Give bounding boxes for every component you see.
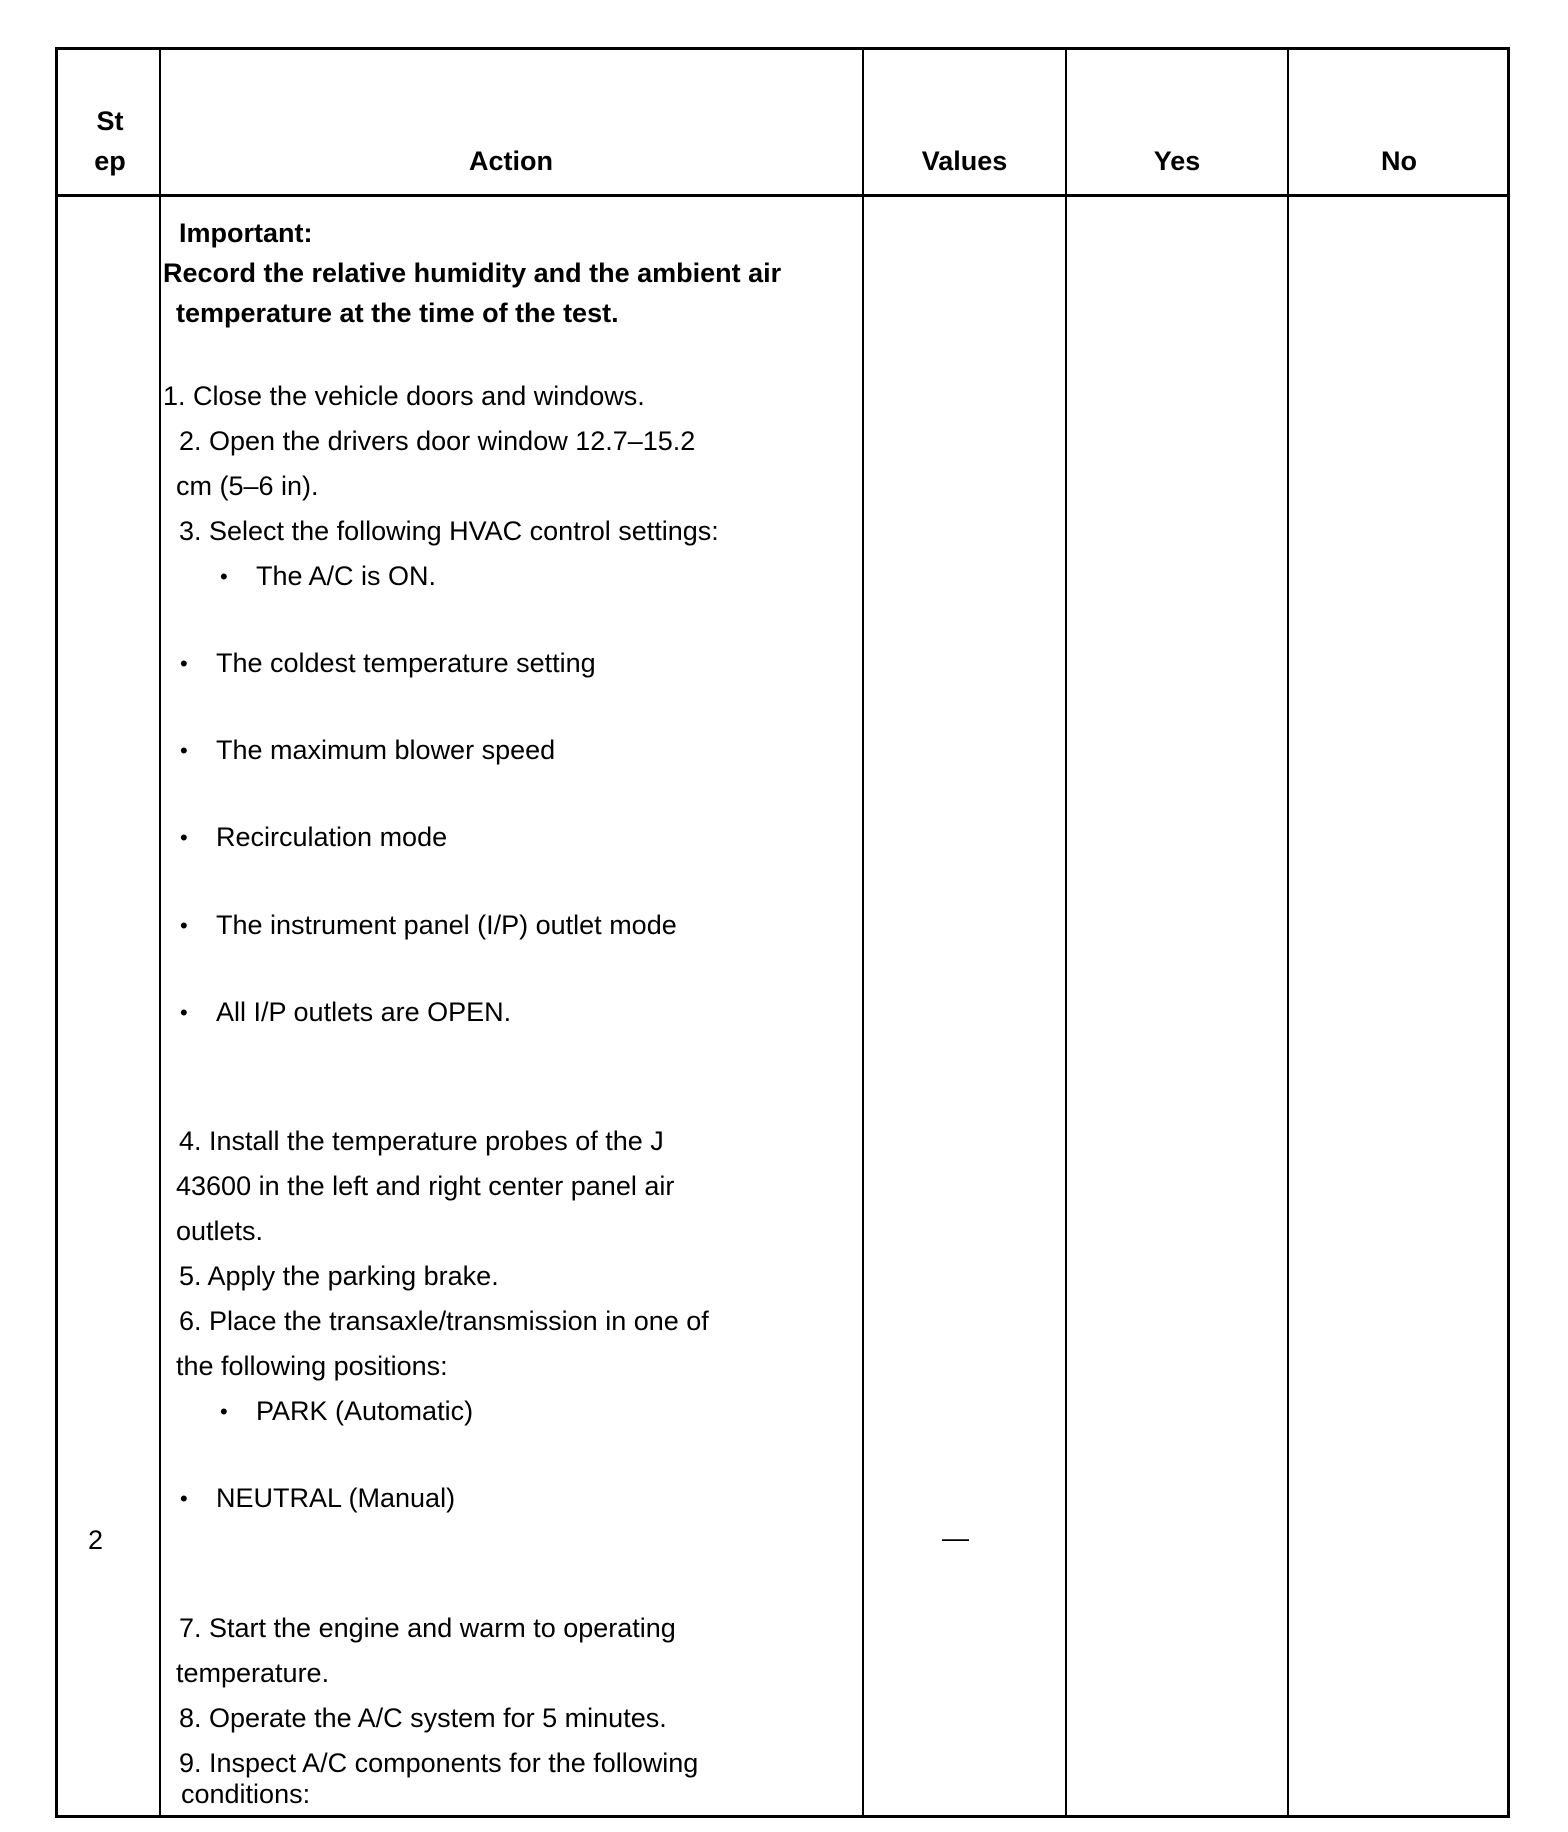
header-divider <box>55 194 1510 197</box>
step-1: 1. Close the vehicle doors and windows. <box>163 381 645 411</box>
setting-coldest-temp: The coldest temperature setting <box>216 648 596 678</box>
column-divider <box>1287 47 1289 1818</box>
header-step-line2: ep <box>94 146 126 176</box>
setting-ip-outlets-open: All I/P outlets are OPEN. <box>216 997 512 1027</box>
step-6-line2: the following positions: <box>176 1351 448 1381</box>
step-8: 8. Operate the A/C system for 5 minutes. <box>179 1703 667 1733</box>
step-5: 5. Apply the parking brake. <box>179 1261 499 1291</box>
step-7-line1: 7. Start the engine and warm to operating <box>179 1613 676 1643</box>
bullet-icon: • <box>180 825 188 850</box>
step-6-line1: 6. Place the transaxle/transmission in one of <box>179 1306 709 1336</box>
important-label: Important: <box>179 218 313 248</box>
bullet-icon: • <box>180 913 188 938</box>
bullet-icon: • <box>180 738 188 763</box>
setting-ip-outlet-mode: The instrument panel (I/P) outlet mode <box>216 910 677 940</box>
header-action: Action <box>469 146 553 176</box>
setting-max-blower: The maximum blower speed <box>216 735 556 765</box>
bullet-icon: • <box>220 1399 228 1424</box>
bullet-icon: • <box>180 1000 188 1025</box>
step-7-line2: temperature. <box>176 1658 330 1688</box>
step-number: 2 <box>88 1525 104 1555</box>
header-yes: Yes <box>1153 146 1201 176</box>
position-neutral: NEUTRAL (Manual) <box>216 1483 456 1513</box>
position-park: PARK (Automatic) <box>256 1396 474 1426</box>
step-9-line2: conditions: <box>181 1779 311 1809</box>
important-line2: temperature at the time of the test. <box>176 298 619 328</box>
step-4-line2: 43600 in the left and right center panel air <box>176 1171 675 1201</box>
header-values: Values <box>921 146 1008 176</box>
step-9-line1: 9. Inspect A/C components for the following <box>179 1748 699 1778</box>
column-divider <box>159 47 161 1818</box>
column-divider <box>1065 47 1067 1818</box>
bullet-icon: • <box>180 1486 188 1511</box>
header-no: No <box>1381 146 1417 176</box>
bullet-icon: • <box>220 564 228 589</box>
step-2-line1: 2. Open the drivers door window 12.7–15.2 <box>179 426 696 456</box>
step-4-line3: outlets. <box>176 1216 264 1246</box>
column-divider <box>862 47 864 1818</box>
setting-ac-on: The A/C is ON. <box>256 561 437 591</box>
values-cell: — <box>942 1523 969 1553</box>
setting-recirculation: Recirculation mode <box>216 822 448 852</box>
step-4-line1: 4. Install the temperature probes of the J <box>179 1126 664 1156</box>
important-line1: Record the relative humidity and the ambient air <box>163 258 782 288</box>
step-3: 3. Select the following HVAC control settings: <box>179 516 719 546</box>
bullet-icon: • <box>180 651 188 676</box>
step-2-line2: cm (5–6 in). <box>176 471 319 501</box>
header-step-line1: St <box>96 106 124 136</box>
